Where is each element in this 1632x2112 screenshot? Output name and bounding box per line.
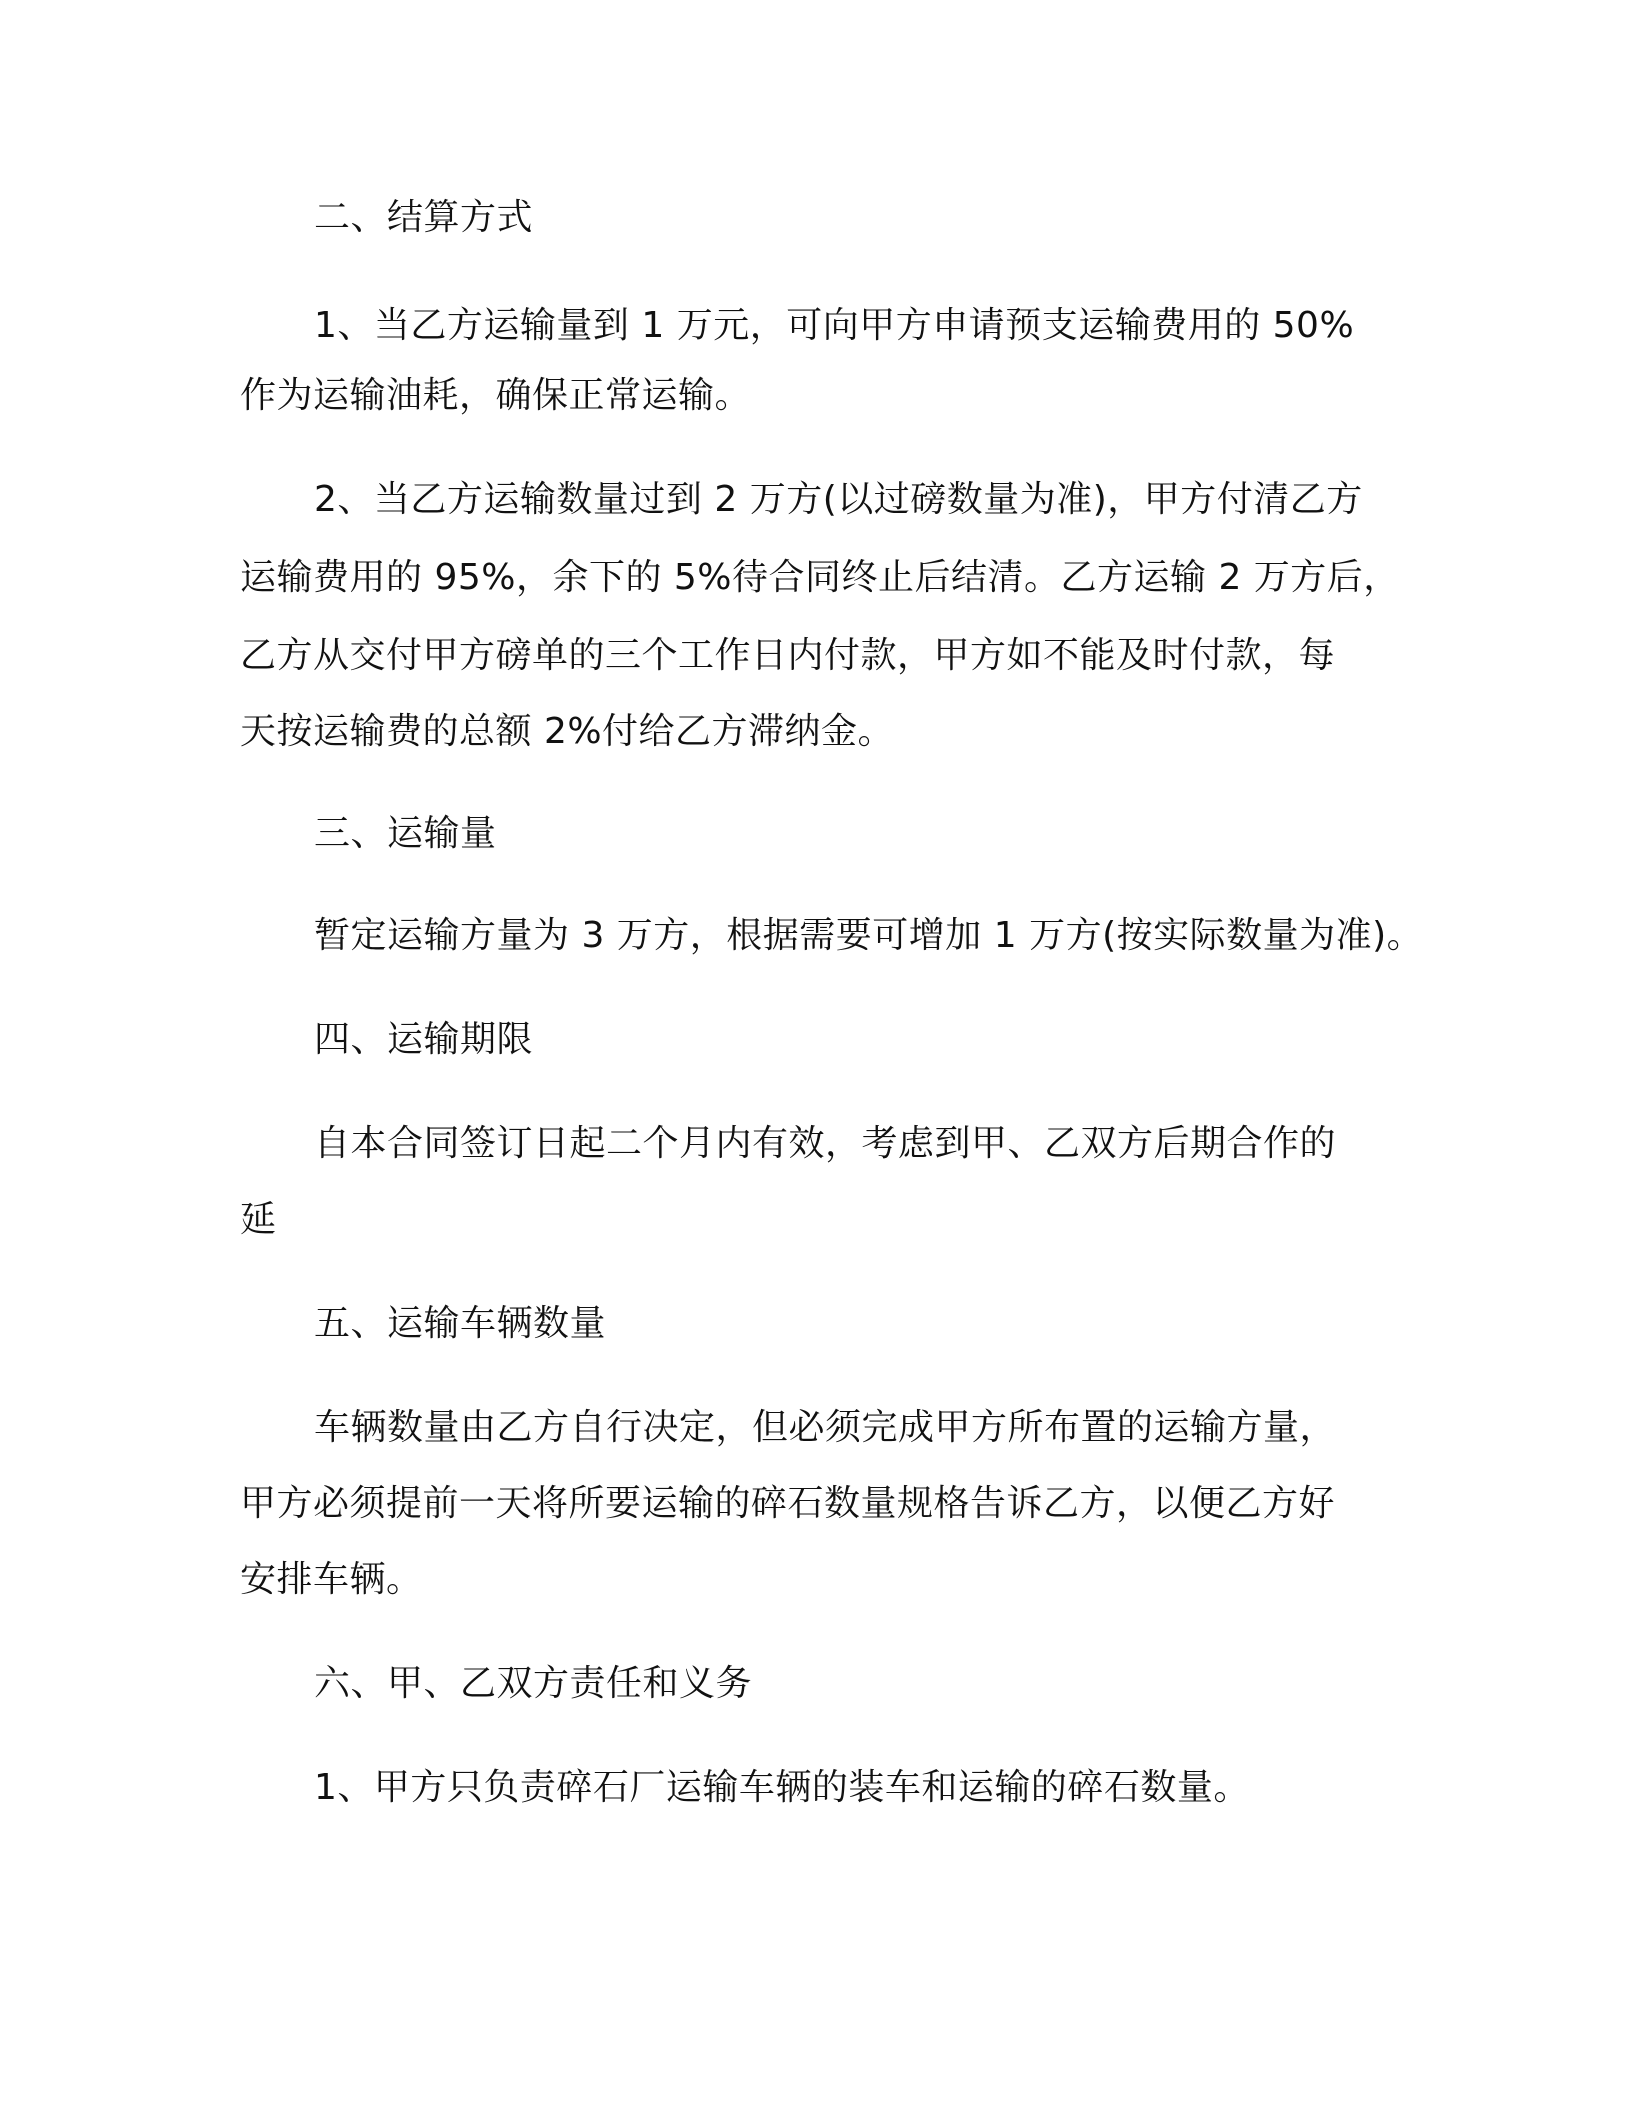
paragraph-line: 车辆数量由乙方自行决定，但必须完成甲方所布置的运输方量， bbox=[314, 1407, 1337, 1448]
section-heading-term: 四、运输期限 bbox=[314, 1019, 534, 1060]
paragraph-line: 1、当乙方运输量到 1 万元，可向甲方申请预支运输费用的 50% bbox=[314, 305, 1355, 346]
paragraph-line: 1、甲方只负责碎石厂运输车辆的装车和运输的碎石数量。 bbox=[314, 1767, 1250, 1808]
paragraph-line: 甲方必须提前一天将所要运输的碎石数量规格告诉乙方，以便乙方好 bbox=[240, 1483, 1336, 1524]
section-heading-settlement: 二、结算方式 bbox=[314, 197, 534, 238]
paragraph-line: 暂定运输方量为 3 万方，根据需要可增加 1 万方(按实际数量为准)。 bbox=[314, 915, 1424, 956]
paragraph-line: 乙方从交付甲方磅单的三个工作日内付款，甲方如不能及时付款，每 bbox=[240, 635, 1336, 676]
section-heading-vehicles: 五、运输车辆数量 bbox=[314, 1303, 607, 1344]
paragraph-line: 作为运输油耗，确保正常运输。 bbox=[240, 375, 752, 416]
paragraph-line: 延 bbox=[240, 1199, 277, 1240]
paragraph-line: 运输费用的 95%，余下的 5%待合同终止后结清。乙方运输 2 万方后， bbox=[240, 557, 1400, 598]
paragraph-line: 安排车辆。 bbox=[240, 1559, 423, 1600]
paragraph-line: 天按运输费的总额 2%付给乙方滞纳金。 bbox=[240, 711, 895, 752]
paragraph-line: 自本合同签订日起二个月内有效，考虑到甲、乙双方后期合作的 bbox=[314, 1123, 1337, 1164]
section-heading-volume: 三、运输量 bbox=[314, 813, 497, 854]
section-heading-duties: 六、甲、乙双方责任和义务 bbox=[314, 1663, 753, 1704]
paragraph-line: 2、当乙方运输数量过到 2 万方(以过磅数量为准)，甲方付清乙方 bbox=[314, 479, 1363, 520]
